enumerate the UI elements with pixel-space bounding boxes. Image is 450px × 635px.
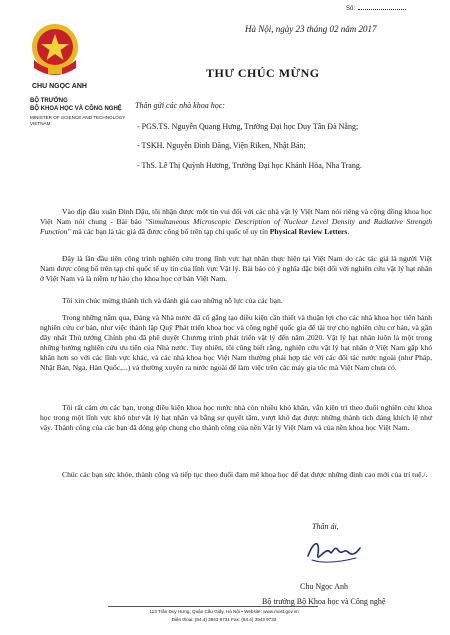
recipient-item: - ThS. Lê Thị Quỳnh Hương, Trường Đại học Khánh Hòa, Nha Trang. [137, 161, 362, 170]
body-paragraph [40, 470, 432, 480]
paragraph-text: . [347, 227, 350, 236]
journal-name: Physical Review Letters [269, 227, 348, 236]
closing-salutation: Thân ái, [312, 522, 339, 531]
greeting: Thân gửi các nhà khoa học: [135, 101, 225, 110]
body-paragraph [40, 403, 432, 433]
document-number-blank [358, 9, 406, 10]
paragraph-text: Trong những năm qua, Đảng và Nhà nước đã cố gắng tạo điều kiện cần thiết và thuận lợi cho các nhà khoa học tiến hành nghiên cứu cơ bản, như việc thành lập Quỹ Phát triển khoa học và công nghệ quốc gia để tài trợ cho nghiên cứu cơ bản, và gần đây nhất Thủ tướng Chính phủ đã phê duyệt Chương trình phát triển vật lý đến năm 2020. Vật lý hạt nhân luôn là một trong những hướng nghiên cứu ưu tiên của Nhà nước. Tuy nhiên, tôi cũng biết rằng, nghiên cứu vật lý hạt nhân ở Việt Nam gặp khó khăn hơn so với các lĩnh vực khác, và các nhà khoa học Việt Nam thường phải hợp tác với các đối tác nước ngoài (như Pháp, Nhật Bản, Nga, Hàn Quốc,...) và thường xuyên ra nước ngoài để làm việc trên các máy gia tốc mà Việt Nam chưa có. [40, 313, 432, 372]
sender-name: CHU NGỌC ANH [32, 83, 87, 90]
body-paragraph [40, 207, 432, 237]
footer-divider [108, 606, 318, 607]
paragraph-text: mà các bạn là tác giả đã được công bố trên tạp chí quốc tế uy tín [70, 227, 270, 236]
paragraph-text: Vào dịp đầu xuân Đinh Dậu, tôi nhận được một tin vui đối với các nhà vật lý Việt Nam nói riêng và cộng đồng khoa học Việt Nam nói chung - Bài báo [40, 207, 432, 226]
recipient-item: - PGS.TS. Nguyễn Quang Hưng, Trường Đại học Duy Tân Đà Nẵng; [137, 122, 359, 131]
footer-address: 113 Trần Duy Hưng, Quận Cầu Giấy, Hà Nội • Website: www.most.gov.vn [149, 609, 299, 614]
paragraph-text: Tôi xin chúc mừng thành tích và đánh giá cao những nỗ lực của các bạn. [62, 296, 283, 305]
document-number-label: Số: [346, 6, 356, 12]
paragraph-text: Đây là lần đầu tiên công trình nghiên cứu trong lĩnh vực hạt nhân thực hiện tại Việt Nam do các tác giả là người Việt Nam được công bố trên tạp chí quốc tế uy tín của lĩnh vực Vật lý. Bài báo có ý nghĩa đặc biệt đối với nghiên cứu vật lý hạt nhân ở Việt Nam và là niềm tự hào cho khoa học cơ bản Việt Nam. [40, 254, 432, 283]
sender-organization [30, 97, 140, 127]
body-paragraph [40, 296, 432, 306]
handwritten-signature [304, 534, 364, 568]
sender-ministry-english: MINISTER OF SCIENCE AND TECHNOLOGY VIETNAM [30, 115, 126, 126]
sender-ministry: BỘ KHOA HỌC VÀ CÔNG NGHỆ [30, 106, 122, 112]
letter-title: THƯ CHÚC MỪNG [206, 66, 320, 80]
national-emblem-icon [28, 22, 82, 78]
sender-title: BỘ TRƯỞNG [30, 98, 68, 104]
body-paragraph [40, 313, 432, 373]
footer-phones: Điện thoại: (84.4) 3943 9731 Fax: (84.4) 3943 9733 [171, 617, 277, 622]
recipient-item: - TSKH. Nguyễn Đình Đăng, Viện Riken, Nhật Bản; [137, 141, 306, 150]
letter-date: Hà Nội, ngày 23 tháng 02 năm 2017 [245, 24, 377, 34]
paragraph-text: Chúc các bạn sức khỏe, thành công và tiếp tục theo đuổi đam mê khoa học để đạt được những đỉnh cao mới của trí tuệ./. [62, 470, 428, 479]
signer-title: Bộ trưởng Bộ Khoa học và Công nghệ [262, 597, 386, 606]
paragraph-text: Tôi rất cảm ơn các bạn, trong điều kiện khoa học nước nhà còn nhiều khó khăn, vẫn kiên trì theo đuổi nghiên cứu khoa học trong một lĩnh vực khó như vật lý hạt nhân và bằng sự quyết tâm, vượt khó đạt được những thành tích đáng khích lệ như vậy. Thành công của các bạn đã đóng góp chung cho thành công của nền Vật lý Việt Nam và của nền khoa học Việt Nam. [40, 403, 432, 432]
body-paragraph [40, 254, 432, 284]
signer-name: Chu Ngọc Anh [300, 582, 348, 591]
document-number [346, 6, 406, 12]
article-title: "Simultaneous Microscopic Description of Nuclear Level Density and Radiative Strength Function" [40, 217, 432, 236]
